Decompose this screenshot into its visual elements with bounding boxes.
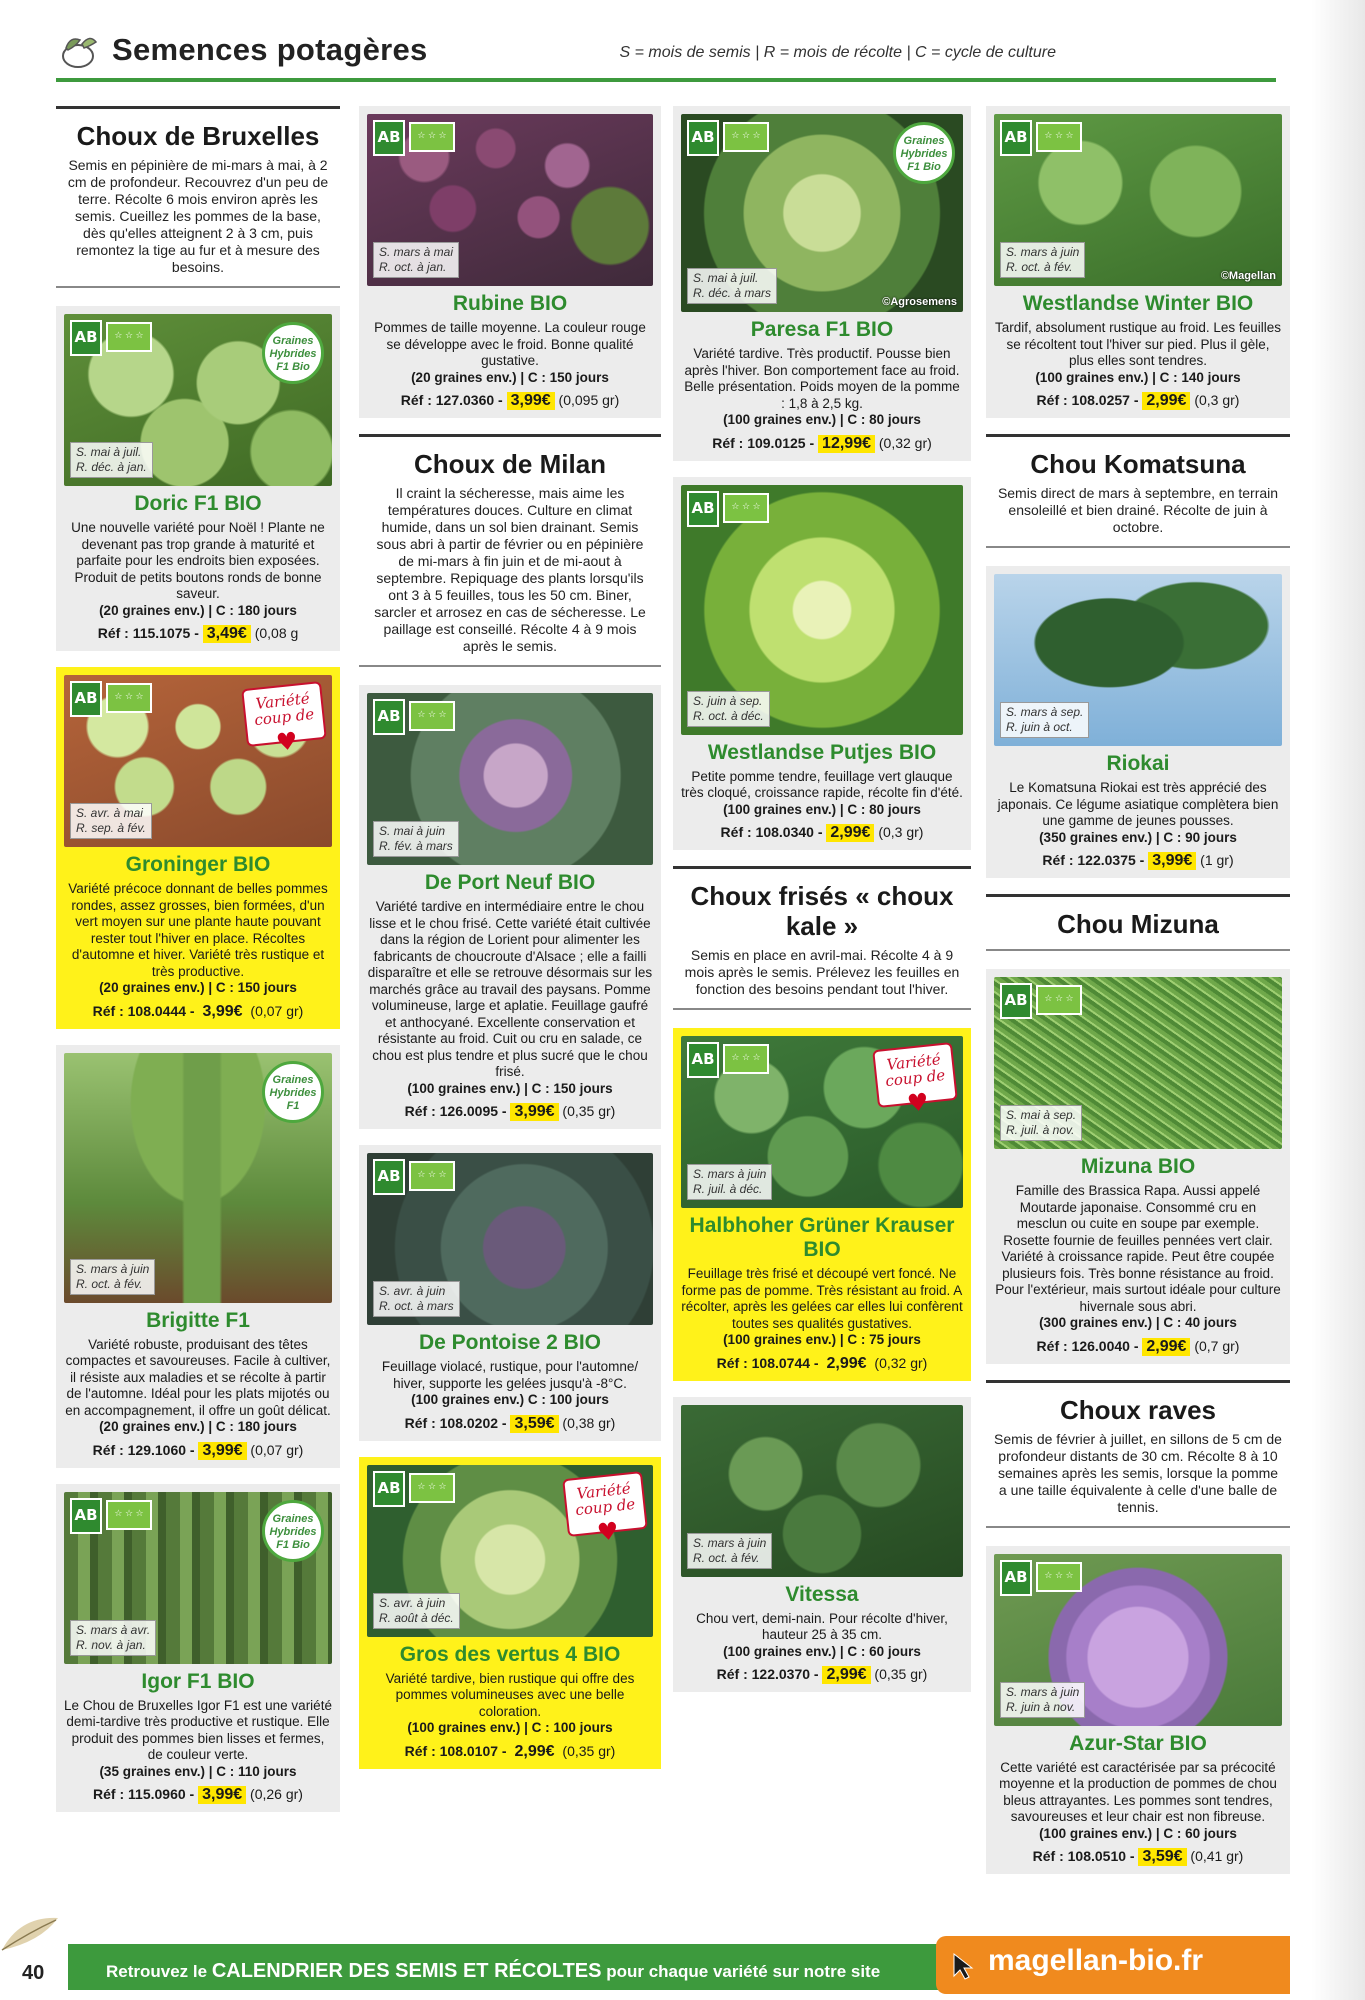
product-card-groninger[interactable] — [56, 667, 340, 1029]
ab-logo-icon: AB — [373, 120, 405, 156]
ab-logo-icon: AB — [687, 120, 719, 156]
sowing-dates: S. mai à juil. R. déc. à jan. — [70, 442, 153, 478]
eu-organic-logo-icon — [1036, 122, 1082, 152]
hybrid-seed-badge: Graines Hybrides F1 Bio — [893, 122, 955, 184]
eu-organic-logo-icon — [409, 1473, 455, 1503]
product-image — [681, 1036, 963, 1208]
page-number: 40 — [22, 1962, 45, 1984]
product-image — [64, 314, 332, 486]
price: 2,99€ — [826, 824, 874, 842]
ab-logo-icon: AB — [70, 320, 102, 356]
product-card-westlandse-putjes[interactable] — [673, 477, 971, 851]
section-text: Il craint la sécheresse, mais aime les températures douces. Culture en climat humide, dans un sol bien drainant. Semis sous abri à partir de février ou en pépinière de mi-mars à fin juin et de mi-aout à septembre. Repiquage des plants lorsqu'ils ont 3 à 5 feuilles, tous les 50 cm. Biner, sarcler et arrosez en cas de sécheresse. Le paillage est conseillé. Récolte 4 à 9 mois après le semis. — [374, 485, 646, 654]
product-meta: (100 graines env.) | C : 60 jours — [723, 1643, 921, 1659]
product-name: Vitessa — [785, 1582, 859, 1606]
product-description: Famille des Brassica Rapa. Aussi appelé Moutarde japonaise. Consommé cru en mesclun ou cuite en soupe par exemple. Rosette fournie de feuilles pennées vert clair. Variété à croissance rapide. Peut être coupée plusieurs fois. Très bonne résistance au froid. Pour l'extérieur, mais surtout idéale pour culture hivernale sous abri. — [995, 1183, 1281, 1314]
product-meta: (20 graines env.) | C : 150 jours — [99, 980, 297, 995]
ab-logo-icon: AB — [70, 1498, 102, 1534]
product-name: Halbhoher Grüner Krauser BIO — [689, 1214, 955, 1261]
product-description: Variété robuste, produisant des têtes compactes et savoureuses. Facile à cultiver, il résiste aux maladies et se récolte à partir de l'automne. Idéal pour les plats mijotés ou en accompagnement, il offre un goût délicat. — [65, 1336, 331, 1418]
product-image — [681, 114, 963, 312]
price: 12,99€ — [818, 435, 875, 453]
product-card-westlandse-winter[interactable] — [986, 106, 1290, 418]
product-name: Brigitte F1 — [146, 1308, 250, 1332]
product-card-vitessa[interactable] — [673, 1397, 971, 1693]
price: 3,99€ — [510, 1103, 558, 1121]
price: 2,99€ — [822, 1666, 870, 1684]
ab-logo-icon: AB — [373, 699, 405, 735]
product-image — [64, 1492, 332, 1664]
product-ref: Réf : 115.0960 - 3,99€ (0,26 gr) — [93, 1786, 303, 1803]
sowing-dates: S. mai à sep. R. juil. à nov. — [1000, 1105, 1082, 1141]
section-title: Choux raves — [1059, 1394, 1217, 1425]
price: 3,59€ — [510, 1415, 558, 1433]
eu-organic-logo-icon — [723, 1044, 769, 1074]
product-card-igor[interactable] — [56, 1484, 340, 1813]
product-card-riokai[interactable] — [986, 566, 1290, 878]
sowing-dates: S. avr. à mai R. sep. à fév. — [70, 803, 152, 839]
product-name: Mizuna BIO — [1080, 1155, 1196, 1178]
eu-organic-logo-icon — [409, 1161, 455, 1191]
hybrid-seed-badge: Graines Hybrides F1 Bio — [262, 322, 324, 384]
product-description: Feuillage très frisé et découpé vert foncé. Ne forme pas de pomme. Très résistant au froid. A récolter, après les gelées car elles lui confèrent toutes ses qualités gustatives. — [681, 1266, 963, 1331]
ab-logo-icon: AB — [1000, 983, 1032, 1019]
product-meta: (100 graines env.) C : 100 jours — [411, 1392, 609, 1407]
eu-organic-logo-icon — [1036, 1562, 1082, 1592]
product-image — [681, 485, 963, 735]
product-image — [367, 693, 653, 865]
eu-organic-logo-icon — [409, 701, 455, 731]
sowing-dates: S. avr. à juin R. août à déc. — [373, 1593, 460, 1629]
section-chou-komatsuna — [986, 434, 1290, 548]
sowing-dates: S. mars à juin R. oct. à fév. — [1000, 242, 1085, 278]
photo-credit: ©Magellan — [1220, 270, 1276, 282]
product-image — [367, 1153, 653, 1325]
eu-organic-logo-icon — [723, 493, 769, 523]
heart-icon: ♥ — [595, 1516, 621, 1547]
product-ref: Réf : 108.0257 - 2,99€ (0,3 gr) — [1036, 392, 1240, 409]
product-name: Paresa F1 BIO — [750, 318, 894, 341]
product-name: Groninger BIO — [125, 853, 271, 876]
section-choux-raves — [986, 1380, 1290, 1528]
product-card-paresa[interactable] — [673, 106, 971, 461]
ab-logo-icon: AB — [373, 1159, 405, 1195]
product-card-de-port-neuf[interactable] — [359, 685, 661, 1129]
coup-de-coeur-badge: Variété coup de ♥ — [562, 1470, 648, 1536]
product-name: Rubine BIO — [452, 292, 568, 315]
product-image — [994, 977, 1282, 1149]
product-name: Azur-Star BIO — [1069, 1731, 1207, 1755]
section-chou-mizuna — [986, 894, 1290, 951]
section-text: Semis direct de mars à septembre, en terrain ensoleillé et bien drainé. Récolte de juin à octobre. — [997, 485, 1279, 535]
sowing-dates: S. mars à juin R. juil. à déc. — [687, 1164, 772, 1200]
column-choux-de-milan — [359, 106, 661, 1785]
product-card-halbhoher[interactable] — [673, 1028, 971, 1381]
section-choux-frises — [673, 866, 971, 1010]
sowing-dates: S. mai à juin R. fév. à mars — [373, 821, 459, 857]
product-name: Gros des vertus 4 BIO — [399, 1642, 621, 1666]
product-description: Feuillage violacé, rustique, pour l'automne/ hiver, supporte les gelées jusqu'à -8°C. — [381, 1359, 639, 1391]
column-komatsuna-mizuna-raves — [986, 106, 1290, 1890]
product-description: Tardif, absolument rustique au froid. Les feuilles se récoltent tout l'hiver sur pied. Plus il gèle, plus elles sont tendres. — [995, 320, 1281, 368]
section-title: Choux frisés « choux kale » — [690, 881, 954, 941]
sowing-dates: S. avr. à juin R. oct. à mars — [373, 1281, 460, 1317]
product-card-mizuna[interactable] — [986, 969, 1290, 1364]
product-image — [64, 675, 332, 847]
product-image — [994, 114, 1282, 286]
product-meta: (100 graines env.) | C : 60 jours — [1039, 1825, 1237, 1841]
product-image — [994, 1554, 1282, 1726]
hybrid-seed-badge: Graines Hybrides F1 Bio — [262, 1500, 324, 1562]
ab-logo-icon: AB — [687, 1042, 719, 1078]
product-description: Chou vert, demi-nain. Pour récolte d'hiver, hauteur 25 à 35 cm. — [696, 1610, 948, 1642]
product-name: Westlandse Winter BIO — [1022, 292, 1254, 315]
coup-de-coeur-badge: Variété coup de ♥ — [872, 1042, 958, 1108]
sowing-dates: S. mai à juil. R. déc. à mars — [687, 268, 777, 304]
product-meta: (100 graines env.) | C : 150 jours — [407, 1080, 613, 1096]
website-link[interactable]: magellan-bio.fr — [936, 1936, 1290, 1994]
product-ref: Réf : 115.1075 - 3,49€ (0,08 g — [97, 625, 299, 642]
product-description: Pommes de taille moyenne. La couleur rouge se développe avec le froid. Bonne qualité gustative. — [374, 320, 646, 368]
product-meta: (20 graines env.) | C : 180 jours — [99, 602, 297, 618]
ab-logo-icon: AB — [1000, 1560, 1032, 1596]
hybrid-seed-badge: Graines Hybrides F1 — [262, 1061, 324, 1123]
product-meta: (20 graines env.) | C : 150 jours — [411, 369, 609, 385]
product-name: Igor F1 BIO — [141, 1669, 255, 1693]
vegetable-logo-icon — [56, 32, 98, 72]
photo-credit: ©Agrosemens — [882, 296, 957, 308]
column-choux-de-bruxelles — [56, 106, 340, 1828]
section-title: Choux de Bruxelles — [76, 121, 320, 151]
product-meta: (100 graines env.) | C : 80 jours — [723, 801, 921, 817]
price: 3,49€ — [203, 625, 251, 643]
product-meta: (350 graines env.) | C : 90 jours — [1039, 829, 1237, 845]
product-card-de-pontoise[interactable] — [359, 1145, 661, 1441]
footer-text: Retrouvez le CALENDRIER DES SEMIS ET RÉCOLTES pour chaque variété sur notre site — [106, 1960, 881, 1982]
product-ref: Réf : 127.0360 - 3,99€ (0,095 gr) — [400, 392, 620, 409]
product-ref: Réf : 108.0744 - 2,99€ (0,32 gr) — [716, 1354, 928, 1372]
price: 3,99€ — [202, 1002, 243, 1020]
heart-icon: ♥ — [905, 1087, 931, 1118]
product-meta: (100 graines env.) | C : 80 jours — [723, 412, 921, 427]
product-meta: (300 graines env.) | C : 40 jours — [1039, 1315, 1237, 1330]
product-ref: Réf : 122.0370 - 2,99€ (0,35 gr) — [716, 1666, 928, 1683]
product-description: Une nouvelle variété pour Noël ! Plante ne devenant pas trop grande à maturité et parfaite pour les endroits bien exposées. Produit de petits boutons ronds de bonne saveur. — [71, 520, 325, 601]
eu-organic-logo-icon — [106, 1500, 152, 1530]
product-meta: (100 graines env.) | C : 100 jours — [407, 1720, 613, 1735]
coup-de-coeur-badge: Variété coup de ♥ — [241, 681, 327, 747]
product-image — [681, 1405, 963, 1577]
section-choux-de-bruxelles — [56, 106, 340, 288]
product-ref: Réf : 126.0095 - 3,99€ (0,35 gr) — [404, 1103, 616, 1120]
ab-logo-icon: AB — [1000, 120, 1032, 156]
product-name: Westlandse Putjes BIO — [707, 740, 937, 764]
product-card-gros-des-vertus[interactable] — [359, 1457, 661, 1769]
product-meta: (20 graines env.) | C : 180 jours — [99, 1419, 297, 1434]
section-title: Chou Mizuna — [1057, 909, 1219, 939]
product-image — [367, 114, 653, 286]
product-description: Le Chou de Bruxelles Igor F1 est une variété demi-tardive très productive et rustique. Elle produit des pommes bien lisses et fermes, de couleur verte. — [64, 1697, 332, 1762]
product-ref: Réf : 109.0125 - 12,99€ (0,32 gr) — [712, 434, 932, 452]
product-ref: Réf : 108.0444 - 3,99€ (0,07 gr) — [92, 1002, 304, 1020]
sowing-dates: S. mars à juin R. juin à nov. — [1000, 1682, 1085, 1718]
section-text: Semis en place en avril-mai. Récolte 4 à 9 mois après le semis. Prélevez les feuilles en fonction des besoins pendant tout l'hiver. — [684, 947, 960, 997]
cursor-icon — [952, 1952, 976, 1980]
product-image — [64, 1053, 332, 1303]
price: 2,99€ — [826, 1354, 867, 1372]
price: 3,59€ — [1138, 1848, 1186, 1866]
product-ref: Réf : 108.0340 - 2,99€ (0,3 gr) — [720, 824, 924, 841]
eu-organic-logo-icon — [1036, 985, 1082, 1015]
section-title: Choux de Milan — [413, 449, 607, 479]
product-ref: Réf : 108.0202 - 3,59€ (0,38 gr) — [404, 1414, 616, 1432]
product-card-azur-star[interactable] — [986, 1546, 1290, 1875]
page-header — [56, 28, 1276, 82]
price: 3,99€ — [507, 392, 555, 410]
leaf-decoration-icon — [0, 1912, 60, 1952]
page-edge-shadow — [1311, 0, 1365, 2000]
section-text: Semis en pépinière de mi-mars à mai, à 2 cm de profondeur. Recouvrez d'un peu de terre. Récolte 6 mois environ après les semis. Cueillez les pommes de la base, dès qu'elles atteignent 2 à 3 cm, puis remontez la tige au fur et à mesure des besoins. — [67, 157, 329, 275]
section-text: Semis de février à juillet, en sillons de 5 cm de profondeur distants de 30 cm. Récolte 8 à 10 semaines après les semis, lorsque la pomme a une taille équivalente à celle d'une balle de tennis. — [994, 1430, 1282, 1515]
price: 3,99€ — [198, 1786, 246, 1804]
section-choux-de-milan — [359, 434, 661, 667]
product-description: Le Komatsuna Riokai est très apprécié des japonais. Ce légume asiatique complètera bien une gamme de jeunes pousses. — [997, 780, 1279, 828]
product-meta: (100 graines env.) | C : 75 jours — [723, 1332, 921, 1347]
product-name: Riokai — [1106, 752, 1170, 775]
product-card-doric[interactable] — [56, 306, 340, 651]
eu-organic-logo-icon — [409, 122, 455, 152]
ab-logo-icon: AB — [70, 681, 102, 717]
product-ref: Réf : 122.0375 - 3,99€ (1 gr) — [1042, 852, 1234, 869]
ab-logo-icon: AB — [687, 491, 719, 527]
legend: S = mois de semis | R = mois de récolte | C = cycle de culture — [619, 44, 1056, 61]
product-meta: (35 graines env.) | C : 110 jours — [99, 1763, 297, 1779]
product-card-brigitte[interactable] — [56, 1045, 340, 1468]
price: 3,99€ — [1148, 852, 1196, 870]
product-image — [994, 574, 1282, 746]
sowing-dates: S. mars à mai R. oct. à jan. — [373, 242, 459, 278]
section-title: Chou Komatsuna — [1030, 449, 1246, 479]
product-description: Variété tardive en intermédiaire entre le chou lisse et le chou frisé. Cette variété était cultivée dans la région de Lorient pour alimenter les fabricants de choucroute d'Alsace ; elle a failli disparaître et elle se retrouve désormais sur les marchés grâce au travail des paysans. Pomme volumineuse, large et aplatie. Feuillage gaufré et anthocyané. Excellente conservation et résistante au froid. Cuit ou cru en salade, ce chou est plus tendre et plus sucré que le chou frisé. — [367, 899, 653, 1079]
product-description: Variété tardive. Très productif. Pousse bien après l'hiver. Bon comportement face au froid. Belle présentation. Poids moyen de la pomme : 1,8 à 2,5 kg. — [684, 346, 960, 411]
product-card-rubine[interactable] — [359, 106, 661, 418]
product-ref: Réf : 126.0040 - 2,99€ (0,7 gr) — [1036, 1337, 1240, 1355]
sowing-dates: S. mars à sep. R. juin à oct. — [1000, 702, 1089, 738]
eu-organic-logo-icon — [723, 122, 769, 152]
product-description: Cette variété est caractérisée par sa précocité moyenne et la production de pommes de chou bleus attrayantes. Les pommes sont tendres, savoureuses et leur chair est non fibreuse. — [999, 1759, 1277, 1824]
page-title: Semences potagères — [112, 32, 428, 67]
product-ref: Réf : 108.0510 - 3,59€ (0,41 gr) — [1032, 1848, 1244, 1865]
heart-icon: ♥ — [274, 726, 300, 757]
product-ref: Réf : 129.1060 - 3,99€ (0,07 gr) — [92, 1441, 304, 1459]
price: 2,99€ — [1142, 1338, 1190, 1356]
eu-organic-logo-icon — [106, 322, 152, 352]
sowing-dates: S. mars à juin R. oct. à fév. — [70, 1259, 155, 1295]
product-meta: (100 graines env.) | C : 140 jours — [1035, 369, 1241, 385]
price: 3,99€ — [198, 1442, 246, 1460]
product-description: Variété précoce donnant de belles pommes rondes, assez grosses, bien formées, d'un vert moyen sur une plante haute pouvant rester tout l'hiver en place. Récoltes d'automne et hiver. Variété très rustique et très productive. — [68, 881, 328, 979]
price: 2,99€ — [1142, 392, 1190, 410]
sowing-dates: S. mars à avr. R. nov. à jan. — [70, 1620, 156, 1656]
eu-organic-logo-icon — [106, 683, 152, 713]
sowing-dates: S. juin à sep. R. oct. à déc. — [687, 691, 770, 727]
product-name: De Port Neuf BIO — [424, 871, 596, 894]
price: 2,99€ — [514, 1742, 555, 1760]
column-choux-frises — [673, 106, 971, 1708]
sowing-dates: S. mars à juin R. oct. à fév. — [687, 1533, 772, 1569]
product-image — [367, 1465, 653, 1637]
product-description: Variété tardive, bien rustique qui offre des pommes volumineuses avec une belle coloration. — [385, 1670, 635, 1719]
product-description: Petite pomme tendre, feuillage vert glauque très cloqué, croissance rapide, récolte fin d'été. — [681, 768, 963, 800]
product-ref: Réf : 108.0107 - 2,99€ (0,35 gr) — [404, 1742, 616, 1760]
product-name: Doric F1 BIO — [134, 492, 262, 515]
product-name: De Pontoise 2 BIO — [418, 1331, 602, 1354]
ab-logo-icon: AB — [373, 1471, 405, 1507]
